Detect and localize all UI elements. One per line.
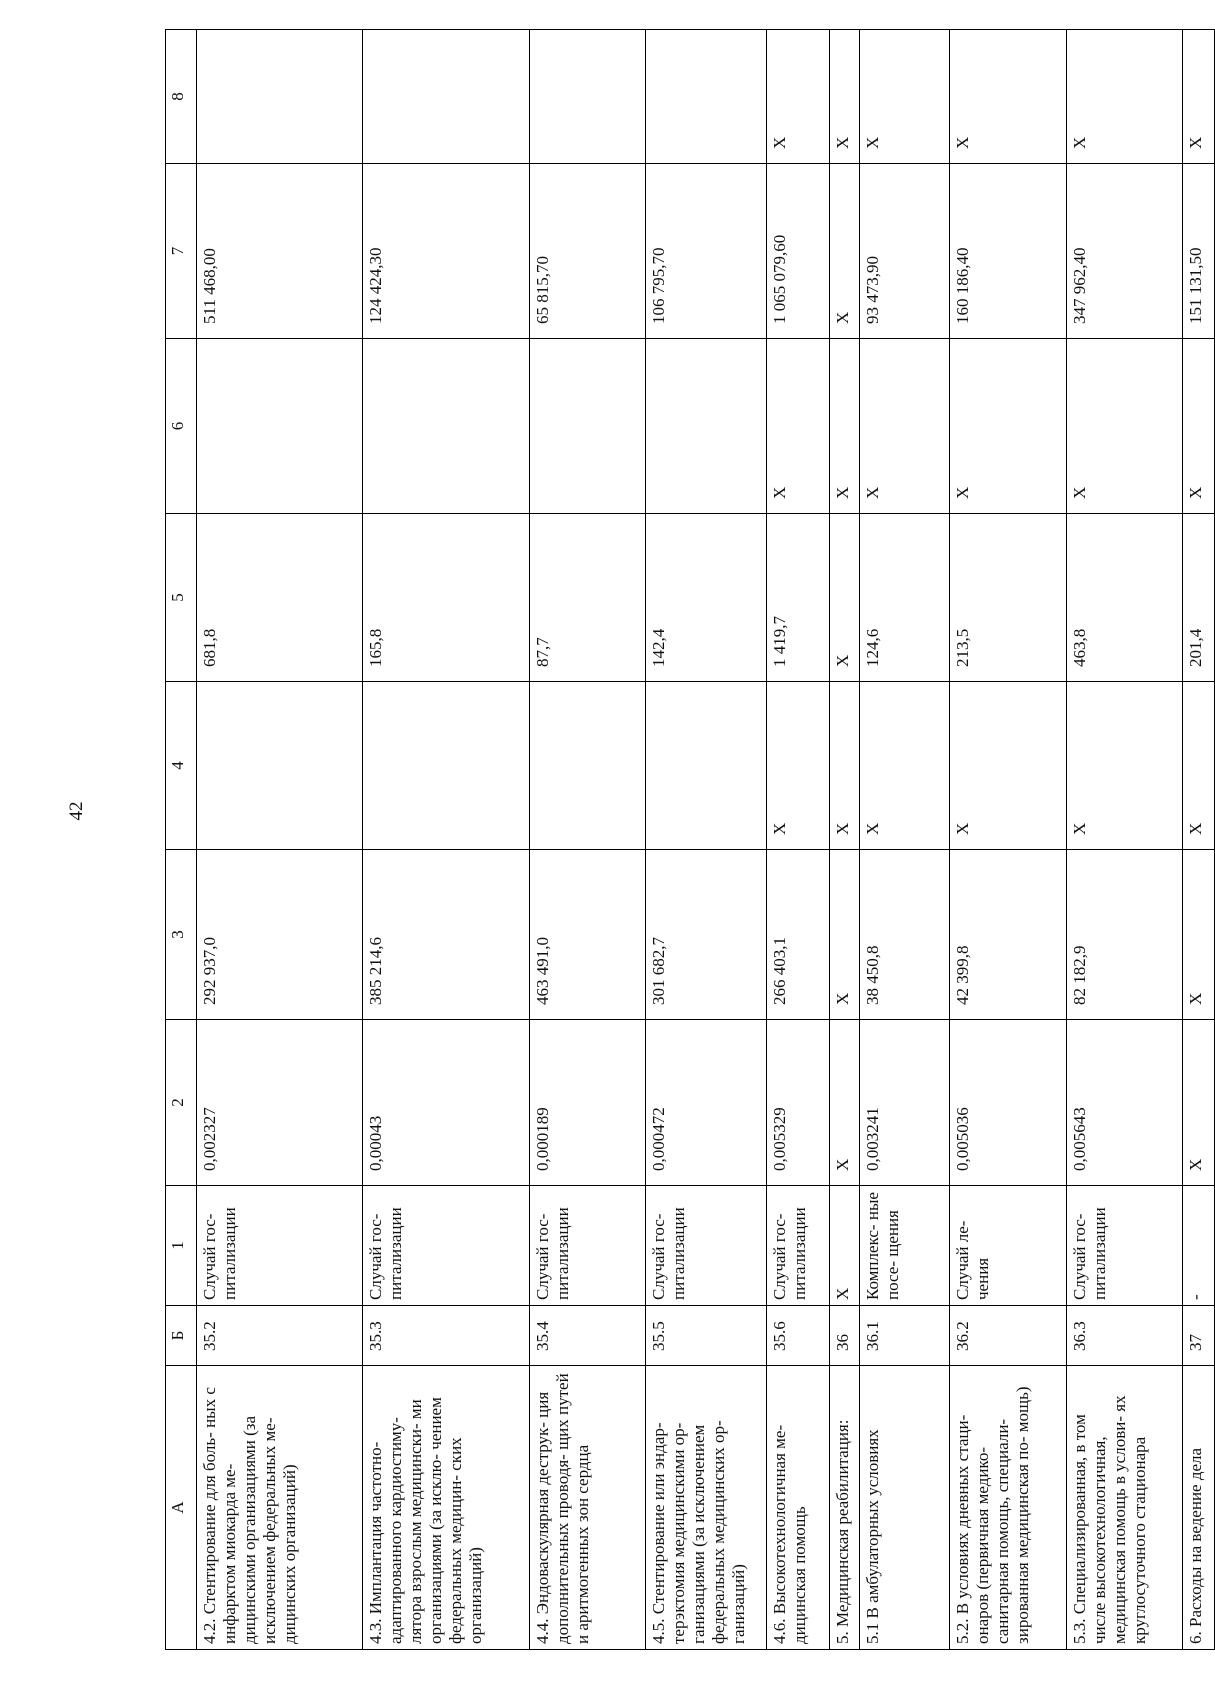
- table-cell: 36.1: [859, 1306, 949, 1366]
- table-cell: 463 491,0: [529, 850, 646, 1020]
- rotated-table-container: [165, 30, 1215, 1650]
- table-cell: X: [949, 682, 1066, 850]
- table-cell: 6. Расходы на ведение дела: [1183, 1366, 1215, 1650]
- table-row: [949, 30, 1066, 1650]
- table-cell: X: [1183, 682, 1215, 850]
- table-cell: 4.3. Имплантация частотно- адаптированного кардиостиму- лятора взрослым медицински- ми организациями (за исклю- чением федеральных медицин- ских организаций): [363, 1366, 529, 1650]
- table-cell: X: [1183, 1020, 1215, 1186]
- table-cell: 87,7: [529, 514, 646, 682]
- data-table: [165, 29, 1215, 1650]
- table-row: [766, 30, 829, 1650]
- table-cell: X: [829, 850, 859, 1020]
- table-cell: Случай гос- питализации: [529, 1186, 646, 1306]
- table-cell: Случай гос- питализации: [197, 1186, 363, 1306]
- column-header-2: 1: [166, 1186, 197, 1306]
- table-cell: X: [829, 514, 859, 682]
- table-cell: 37: [1183, 1306, 1215, 1366]
- table-cell: 35.5: [646, 1306, 766, 1366]
- table-row: [1066, 30, 1183, 1650]
- table-cell: X: [766, 30, 829, 164]
- table-cell: [646, 339, 766, 514]
- table-cell: 142,4: [646, 514, 766, 682]
- table-cell: 4.6. Высокотехнологичная ме- дицинская помощь: [766, 1366, 829, 1650]
- table-cell: 0,003241: [859, 1020, 949, 1186]
- table-cell: X: [949, 30, 1066, 164]
- table-cell: X: [1183, 850, 1215, 1020]
- table-cell: 213,5: [949, 514, 1066, 682]
- table-body: [197, 30, 1215, 1650]
- table-row: [529, 30, 646, 1650]
- table-cell: X: [1183, 30, 1215, 164]
- table-cell: 124,6: [859, 514, 949, 682]
- column-header-6: 5: [166, 514, 197, 682]
- table-cell: 35.2: [197, 1306, 363, 1366]
- table-cell: -: [1183, 1186, 1215, 1306]
- table-cell: X: [829, 1020, 859, 1186]
- column-header-3: 2: [166, 1020, 197, 1186]
- table-cell: 347 962,40: [1066, 164, 1183, 339]
- table-cell: Случай гос- питализации: [1066, 1186, 1183, 1306]
- header-row: [166, 30, 197, 1650]
- table-cell: 5.2. В условиях дневных стаци- онаров (первичная медико- санитарная помощь, специали- зированная медицинская по- мощь): [949, 1366, 1066, 1650]
- table-row: [829, 30, 859, 1650]
- table-cell: Случай ле- чения: [949, 1186, 1066, 1306]
- table-cell: 36.3: [1066, 1306, 1183, 1366]
- table-cell: X: [949, 339, 1066, 514]
- table-cell: [197, 682, 363, 850]
- table-cell: 36: [829, 1306, 859, 1366]
- table-cell: [197, 30, 363, 164]
- table-cell: [197, 339, 363, 514]
- table-cell: [646, 30, 766, 164]
- table-cell: 65 815,70: [529, 164, 646, 339]
- table-cell: 1 419,7: [766, 514, 829, 682]
- table-cell: X: [766, 339, 829, 514]
- table-cell: 201,4: [1183, 514, 1215, 682]
- table-cell: X: [1183, 339, 1215, 514]
- table-cell: 124 424,30: [363, 164, 529, 339]
- table-cell: 93 473,90: [859, 164, 949, 339]
- table-cell: 106 795,70: [646, 164, 766, 339]
- table-cell: Случай гос- питализации: [646, 1186, 766, 1306]
- table-row: [363, 30, 529, 1650]
- table-cell: 511 468,00: [197, 164, 363, 339]
- table-cell: 0,000189: [529, 1020, 646, 1186]
- column-header-4: 3: [166, 850, 197, 1020]
- table-cell: X: [829, 1186, 859, 1306]
- table-cell: 4.5. Стентирование или эндар- терэктомия медицинскими ор- ганизациями (за исключением федеральных медицинских ор- ганизаций): [646, 1366, 766, 1650]
- column-header-9: 8: [166, 30, 197, 164]
- table-cell: [529, 682, 646, 850]
- column-header-7: 6: [166, 339, 197, 514]
- table-cell: X: [859, 30, 949, 164]
- table-cell: 5. Медицинская реабилитация:: [829, 1366, 859, 1650]
- table-cell: X: [829, 30, 859, 164]
- column-header-0: А: [166, 1366, 197, 1650]
- table-cell: 4.2. Стентирование для боль- ных с инфарктом миокарда ме- дицинскими организациями (за исключением федеральных ме- дицинских организаций): [197, 1366, 363, 1650]
- table-cell: Комплекс- ные посе- щения: [859, 1186, 949, 1306]
- table-row: [646, 30, 766, 1650]
- table-cell: 0,002327: [197, 1020, 363, 1186]
- table-cell: X: [766, 682, 829, 850]
- column-header-1: Б: [166, 1306, 197, 1366]
- table-cell: 0,005329: [766, 1020, 829, 1186]
- table-row: [197, 30, 363, 1650]
- table-cell: X: [829, 682, 859, 850]
- table-cell: 165,8: [363, 514, 529, 682]
- column-header-8: 7: [166, 164, 197, 339]
- table-cell: X: [1066, 30, 1183, 164]
- table-cell: 5.1 В амбулаторных условиях: [859, 1366, 949, 1650]
- table-cell: X: [1066, 339, 1183, 514]
- table-cell: 35.4: [529, 1306, 646, 1366]
- table-cell: 151 131,50: [1183, 164, 1215, 339]
- table-cell: 0,005643: [1066, 1020, 1183, 1186]
- table-cell: 385 214,6: [363, 850, 529, 1020]
- table-cell: [646, 682, 766, 850]
- table-cell: 82 182,9: [1066, 850, 1183, 1020]
- table-row: [859, 30, 949, 1650]
- table-cell: 0,005036: [949, 1020, 1066, 1186]
- table-cell: X: [829, 339, 859, 514]
- table-cell: 292 937,0: [197, 850, 363, 1020]
- table-cell: 1 065 079,60: [766, 164, 829, 339]
- page-number: 42: [66, 801, 87, 821]
- table-cell: 463,8: [1066, 514, 1183, 682]
- table-cell: 0,00043: [363, 1020, 529, 1186]
- table-cell: 160 186,40: [949, 164, 1066, 339]
- table-cell: [363, 30, 529, 164]
- table-cell: X: [1066, 682, 1183, 850]
- table-cell: [363, 339, 529, 514]
- table-cell: 301 682,7: [646, 850, 766, 1020]
- table-row: [1183, 30, 1215, 1650]
- table-cell: 4.4. Эндоваскулярная деструк- ция дополнительных проводя- щих путей и аритмогенных зон сердца: [529, 1366, 646, 1650]
- table-cell: 35.6: [766, 1306, 829, 1366]
- table-cell: X: [859, 339, 949, 514]
- table-cell: [529, 30, 646, 164]
- table-cell: X: [829, 164, 859, 339]
- table-cell: 42 399,8: [949, 850, 1066, 1020]
- table-cell: 5.3. Специализированная, в том числе высокотехнологичная, медицинская помощь в услови- ях круглосуточного стационара: [1066, 1366, 1183, 1650]
- table-cell: 35.3: [363, 1306, 529, 1366]
- table-cell: Случай гос- питализации: [363, 1186, 529, 1306]
- table-cell: 36.2: [949, 1306, 1066, 1366]
- table-cell: 38 450,8: [859, 850, 949, 1020]
- table-cell: 0,000472: [646, 1020, 766, 1186]
- table-cell: [363, 682, 529, 850]
- table-cell: Случай гос- питализации: [766, 1186, 829, 1306]
- column-header-5: 4: [166, 682, 197, 850]
- table-cell: 681,8: [197, 514, 363, 682]
- table-cell: [529, 339, 646, 514]
- table-cell: X: [859, 682, 949, 850]
- table-cell: 266 403,1: [766, 850, 829, 1020]
